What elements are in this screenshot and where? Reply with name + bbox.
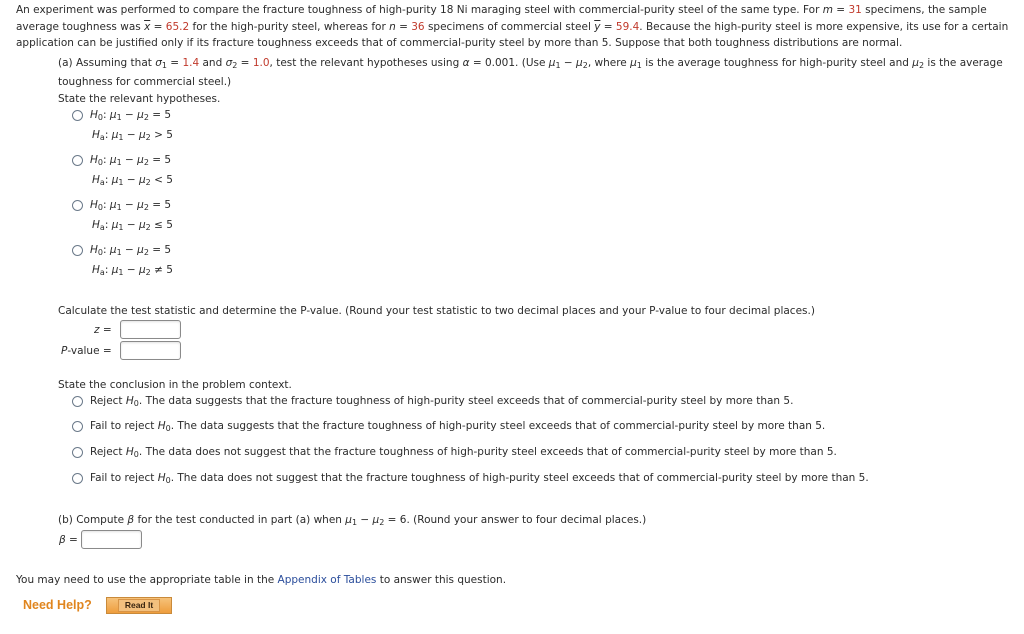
radio-button[interactable] [72,155,83,166]
conclusion-text-2: Fail to reject $H_0$. The data suggests that the fracture toughness of high-purity steel exceeds that of commercial-purity steel by more than 5. [90,420,826,433]
part-a-intro: (a) Assuming that $\sigma_1 = 1.4$ and $\sigma_2 = 1.0$, test the relevant hypotheses using α = 0.001. (Use $\mu_1 - \mu_2$, where $\mu_1$ is the average toughness for high-purity steel and $\mu_2$ is the average [58,57,1003,70]
radio-button[interactable] [72,110,83,121]
radio-button[interactable] [72,200,83,211]
h0-text: $H_0$: $\mu_1 - \mu_2 = 5$ [90,109,172,122]
conclusion-option-2[interactable] [72,421,83,435]
part-a-intro-line2: toughness for commercial steel.) [58,76,232,88]
read-it-label: Read It [118,599,160,612]
p-value-label: P-value = [61,345,112,357]
calculate-prompt: Calculate the test statistic and determine the P-value. (Round your test statistic to two decimal places and your P-value to four decimal places.) [58,305,815,317]
conclusion-option-1[interactable] [72,396,83,410]
part-b-prompt: (b) Compute β for the test conducted in part (a) when $\mu_1 - \mu_2 = 6$. (Round your answer to four decimal places.) [58,514,647,527]
read-it-button[interactable] [106,597,172,614]
conclusion-prompt: State the conclusion in the problem context. [58,379,292,391]
conclusion-text-3: Reject $H_0$. The data does not suggest that the fracture toughness of high-purity steel exceeds that of commercial-purity steel by more than 5. [90,446,837,459]
h0-text: $H_0$: $\mu_1 - \mu_2 = 5$ [90,199,172,212]
hypothesis-option-2[interactable] [72,155,83,169]
ha-text: $H_a$: $\mu_1 - \mu_2 > 5$ [92,129,173,142]
hypothesis-option-1[interactable] [72,110,83,124]
ha-text: $H_a$: $\mu_1 - \mu_2 < 5$ [92,174,173,187]
need-help-label: Need Help? [23,598,92,612]
state-hypotheses-prompt: State the relevant hypotheses. [58,93,221,105]
p-value-input[interactable] [120,341,181,360]
problem-statement: An experiment was performed to compare the fracture toughness of high-purity 18 Ni maraging steel with commercial-purity steel of the same type. For m = 31 specimens, the sample average toughness was $\overline{x} = 65.2$ for the high-purity steel, whereas for n = 36 specimens of commercial steel $\overline{y} = 59.4$. Because the high-purity steel is more expensive, its use for a certain application can be justified only if its fracture toughness exceeds that of commercial-purity steel by more than 5. Suppose that both toughness distributions are normal. [16,4,1009,49]
ha-text: $H_a$: $\mu_1 - \mu_2 \le 5$ [92,219,173,232]
hypothesis-option-4[interactable] [72,245,83,259]
appendix-note: You may need to use the appropriate table in the Appendix of Tables to answer this question. [16,574,507,586]
radio-button[interactable] [72,396,83,407]
radio-button[interactable] [72,245,83,256]
conclusion-text-4: Fail to reject $H_0$. The data does not suggest that the fracture toughness of high-purity steel exceeds that of commercial-purity steel by more than 5. [90,472,869,485]
appendix-of-tables-link[interactable]: Appendix of Tables [277,574,377,586]
conclusion-option-4[interactable] [72,473,83,487]
conclusion-text-1: Reject $H_0$. The data suggests that the fracture toughness of high-purity steel exceeds that of commercial-purity steel by more than 5. [90,395,794,408]
radio-button[interactable] [72,447,83,458]
z-input[interactable] [120,320,181,339]
beta-label: β = [59,534,78,546]
ha-text: $H_a$: $\mu_1 - \mu_2 \ne 5$ [92,264,173,277]
z-label: z = [94,324,112,336]
h0-text: $H_0$: $\mu_1 - \mu_2 = 5$ [90,244,172,257]
beta-input[interactable] [81,530,142,549]
radio-button[interactable] [72,421,83,432]
hypothesis-option-3[interactable] [72,200,83,214]
h0-text: $H_0$: $\mu_1 - \mu_2 = 5$ [90,154,172,167]
conclusion-option-3[interactable] [72,447,83,461]
radio-button[interactable] [72,473,83,484]
